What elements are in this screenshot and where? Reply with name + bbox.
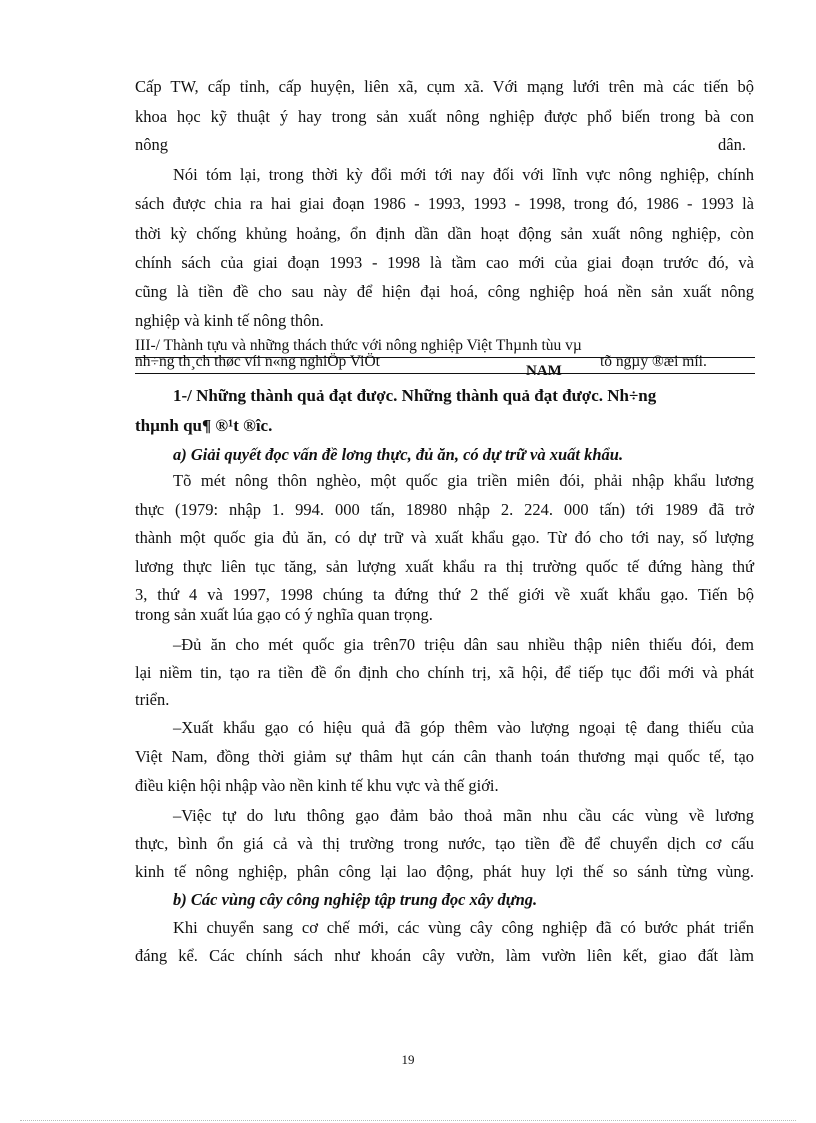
section-heading-line: nh÷ng th¸ch thøc víi n«ng nghiÖp ViÖt — [135, 353, 380, 370]
text-line: thực, bình ổn giá cả và thị trường trong nước, tạo tiền đề để chuyển dịch cơ cấu — [135, 834, 754, 853]
text-line: Nói tóm lại, trong thời kỳ đổi mới tới nay đối với lĩnh vực nông nghiệp, chính — [173, 165, 754, 184]
heading-1-cont: thµnh qu¶ ®¹t ®îc. — [135, 416, 273, 435]
text-line: Tõ mét nông thôn nghèo, một quốc gia triền miên đói, phải nhập khẩu lương — [173, 471, 754, 490]
text-line: chính sách của giai đoạn 1993 - 1998 là tầm cao mới của giai đoạn trước đó, và — [135, 253, 754, 272]
text-line: trong sản xuất lúa gạo có ý nghĩa quan trọng. — [135, 605, 433, 624]
text-line: 3, thứ 4 và 1997, 1998 chúng ta đứng thứ 2 thế giới về xuất khẩu gạo. Tiến bộ — [135, 585, 754, 604]
text-line: đáng kể. Các chính sách như khoán cây vườn, làm vườn liên kết, giao đất làm — [135, 946, 754, 965]
text-line: thực (1979: nhập 1. 994. 000 tấn, 18980 nhập 2. 224. 000 tấn) tới 1989 đã trở — [135, 500, 754, 519]
section-heading-line: tõ ngµy ®æi míi. — [600, 353, 707, 370]
text-line: thời kỳ chống khủng hoảng, ổn định dần dần hoạt động sản xuất nông nghiệp, còn — [135, 224, 754, 243]
text-line: khoa học kỹ thuật ý hay trong sản xuất nông nghiệp được phổ biến trong bà con — [135, 107, 754, 126]
text-line: lương thực liên tục tăng, sản lượng xuất khẩu ra thị trường quốc tế đứng hàng thứ — [135, 557, 754, 576]
text-line: sách được chia ra hai giai đoạn 1986 - 1993, 1993 - 1998, trong đó, 1986 - 1993 là — [135, 194, 754, 213]
text-line: cũng là tiền đề cho sau này để hiện đại hoá, công nghiệp hoá nền sản xuất nông — [135, 282, 754, 301]
text-line: thành một quốc gia đủ ăn, có dự trữ và xuất khẩu gạo. Từ đó cho tới nay, số lượng — [135, 528, 754, 547]
bullet-line: –Xuất khẩu gạo có hiệu quả đã góp thêm vào lượng ngoại tệ đang thiếu của — [173, 718, 754, 737]
bullet-line: –Việc tự do lưu thông gạo đảm bảo thoả mãn nhu cầu các vùng về lương — [173, 806, 754, 825]
page-number: 19 — [401, 1052, 415, 1067]
text-line: dân. — [718, 135, 746, 154]
text-line: triển. — [135, 690, 170, 709]
text-line: lại niềm tin, tạo ra tiền đề ổn định cho chính trị, xã hội, để tiếp tục đổi mới và phát — [135, 663, 754, 682]
heading-1: 1-/ Những thành quả đạt được. Những thành quả đạt được. Nh÷ng — [173, 386, 657, 405]
text-line: nghiệp và kinh tế nông thôn. — [135, 311, 324, 330]
text-line: Khi chuyển sang cơ chế mới, các vùng cây công nghiệp đã có bước phát triển — [173, 918, 754, 937]
text-line: Cấp TW, cấp tỉnh, cấp huyện, liên xã, cụm xã. Với mạng lưới trên mà các tiến bộ — [135, 77, 754, 96]
text-line: nông — [135, 135, 168, 154]
text-line: điều kiện hội nhập vào nền kinh tế khu vực và thế giới. — [135, 776, 499, 795]
page-bottom-border — [20, 1120, 796, 1121]
text-line: kinh tế nông nghiệp, phân công lại lao động, phát huy lợi thế so sánh từng vùng. — [135, 862, 754, 881]
subheading-a: a) Giải quyết đọc vấn đề lơng thực, đủ ăn, có dự trữ và xuất khẩu. — [173, 445, 624, 464]
text-line: Việt Nam, đồng thời giảm sự thâm hụt cán cân thanh toán thương mại quốc tế, tạo — [135, 747, 754, 766]
section-heading-nam: NAM — [526, 363, 562, 379]
section-heading-line: III-/ Thành tựu và những thách thức với nông nghiệp Việt Thµnh tùu vµ — [135, 337, 582, 354]
subheading-b: b) Các vùng cây công nghiệp tập trung đọc xây dựng. — [173, 890, 538, 909]
underline-rule — [135, 373, 755, 374]
bullet-line: –Đủ ăn cho mét quốc gia trên70 triệu dân sau nhiều thập niên thiếu đói, đem — [173, 635, 754, 654]
